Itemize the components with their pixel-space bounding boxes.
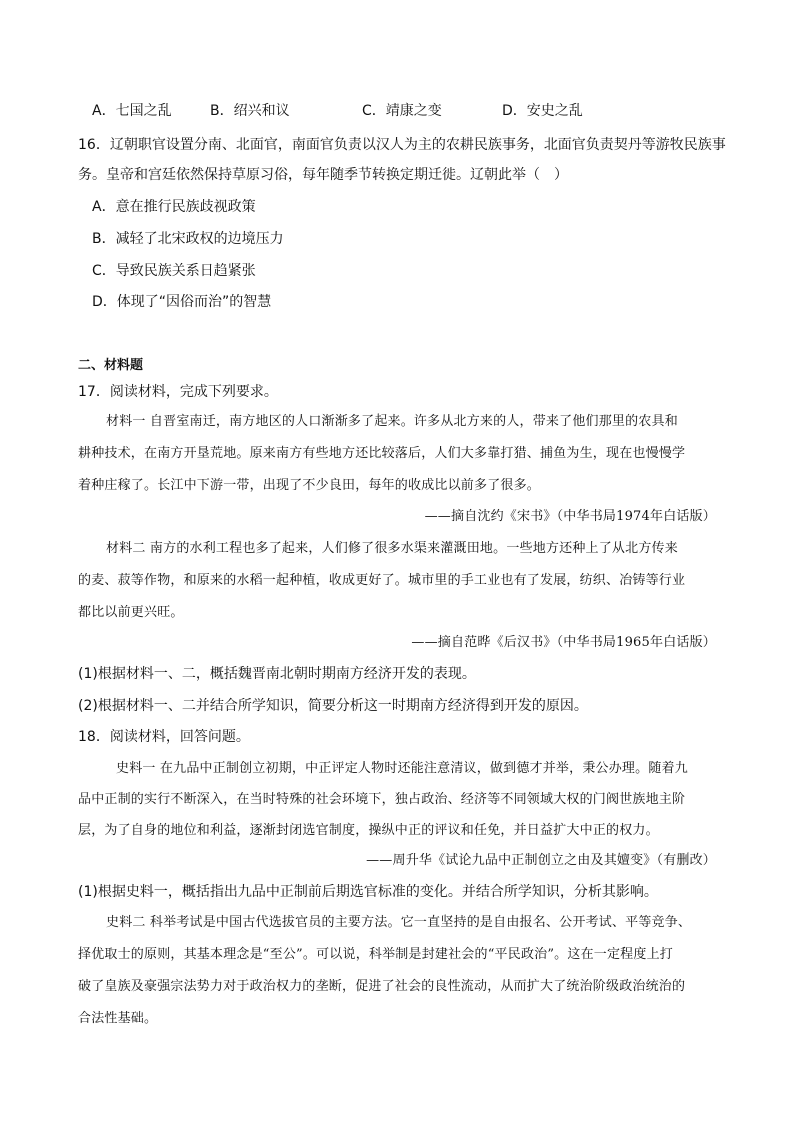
q15-option-c: C．靖康之变 [362, 103, 442, 119]
q15-options [92, 101, 583, 121]
q18-sub1: (1)根据史料一，概括指出九品中正制前后期选官标准的变化。并结合所学知识，分析其影响。 [78, 884, 658, 900]
q15-option-a: A．七国之乱 [92, 103, 172, 119]
q17-material2-line3: 都比以前更兴旺。 [78, 605, 184, 620]
q16-stem-line1: 16．辽朝职官设置分南、北面官，南面官负责以汉人为主的农耕民族事务，北面官负责契丹等游牧民族事 [78, 137, 726, 153]
q18-stem: 18．阅读材料，回答问题。 [78, 729, 250, 745]
q18-material1-line2: 品中正制的实行不断深入，在当时特殊的社会环境下，独占政治、经济等不同领域大权的门阀世族地主阶 [78, 792, 686, 807]
q16-stem-line2: 务。皇帝和宫廷依然保持草原习俗，每年随季节转换定期迁徙。辽朝此举（ ） [78, 167, 568, 183]
q15-option-d: D．安史之乱 [502, 103, 583, 119]
q17-material2-line2: 的麦、菽等作物，和原来的水稻一起种植，收成更好了。城市里的手工业也有了发展，纺织、冶铸等行业 [78, 573, 686, 588]
section-heading: 二、材料题 [78, 358, 144, 373]
q16-option-a: A．意在推行民族歧视政策 [92, 199, 256, 215]
q17-material1-line2: 耕种技术，在南方开垦荒地。原来南方有些地方还比较落后，人们大多靠打猎、捕鱼为生，现在也慢慢学 [78, 446, 686, 461]
q18-material2-line3: 破了皇族及豪强宗法势力对于政治权力的垄断，促进了社会的良性流动，从而扩大了统治阶级政治统治的 [78, 979, 686, 994]
q15-option-b: B．绍兴和议 [210, 103, 290, 119]
q17-material1-line1: 材料一 自晋室南迁，南方地区的人口渐渐多了起来。许多从北方来的人，带来了他们那里的农具和 [106, 414, 678, 429]
q17-sub2: (2)根据材料一、二并结合所学知识，简要分析这一时期南方经济得到开发的原因。 [78, 698, 588, 714]
q18-material2-line2: 择优取士的原则，其基本理念是“至公”。可以说，科举制是封建社会的“平民政治”。这在一定程度上打 [78, 947, 673, 962]
q17-material2-line1: 材料二 南方的水利工程也多了起来，人们修了很多水渠来灌溉田地。一些地方还种上了从北方传来 [106, 541, 678, 556]
q17-material1-line3: 着种庄稼了。长江中下游一带，出现了不少良田，每年的收成比以前多了很多。 [78, 478, 541, 493]
q18-material2-line4: 合法性基础。 [78, 1011, 158, 1026]
q17-source2: ——摘自范晔《后汉书》（中华书局1965年白话版） [411, 635, 716, 650]
q18-material1-line3: 层，为了自身的地位和利益，逐渐封闭选官制度，操纵中正的评议和任免，并日益扩大中正的权力。 [78, 823, 659, 838]
q18-material2-line1: 史料二 科举考试是中国古代选拔官员的主要方法。它一直坚持的是自由报名、公开考试、平等竞争、 [106, 915, 692, 930]
q16-option-c: C．导致民族关系日趋紧张 [92, 263, 256, 279]
q17-sub1: (1)根据材料一、二，概括魏晋南北朝时期南方经济开发的表现。 [78, 666, 476, 682]
q16-option-d: D．体现了“因俗而治”的智慧 [92, 294, 272, 310]
q18-material1-line1: 史料一 在九品中正制创立初期，中正评定人物时还能注意清议，做到德才并举，秉公办理。随着九 [116, 761, 688, 776]
q17-stem: 17．阅读材料，完成下列要求。 [78, 384, 278, 400]
q17-source1: ——摘自沈约《宋书》（中华书局1974年白话版） [424, 509, 716, 524]
q18-source1: ——周升华《试论九品中正制创立之由及其嬗变》（有删改） [366, 853, 716, 868]
q16-option-b: B．减轻了北宋政权的边境压力 [92, 231, 284, 247]
